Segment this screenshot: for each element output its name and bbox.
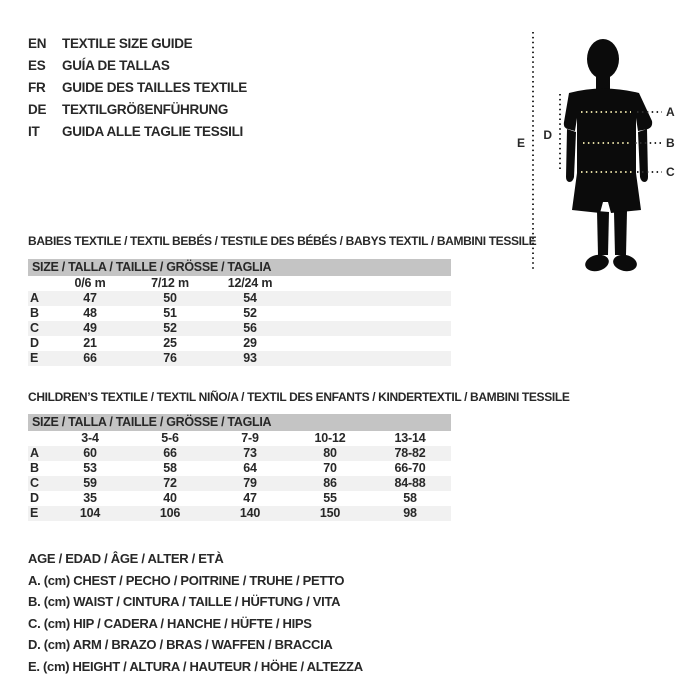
table-row [28, 446, 451, 461]
label-c: C [666, 165, 675, 179]
legend-line: AGE / EDAD / ÂGE / ALTER / ETÀ [28, 551, 224, 566]
table-cell: 66 [83, 351, 97, 365]
column-header-row [28, 431, 451, 446]
row-label-spacer [28, 431, 50, 446]
language-code: FR [28, 80, 46, 95]
row-label: C [30, 476, 39, 490]
language-row [28, 33, 247, 55]
language-row [28, 77, 247, 99]
legend-line: C. (cm) HIP / CADERA / HANCHE / HÜFTE / HIPS [28, 615, 312, 631]
table-cell: 98 [403, 506, 417, 520]
language-title: TEXTILGRÖßENFÜHRUNG [62, 102, 229, 117]
silhouette-shirt [564, 89, 652, 175]
label-e: E [516, 136, 525, 150]
table-cell: 66-70 [394, 461, 426, 475]
column-header: 13-14 [394, 431, 426, 445]
row-label: C [30, 321, 39, 335]
table-cell: 84-88 [394, 476, 426, 490]
row-label: E [30, 351, 39, 365]
table-cell: 53 [83, 461, 97, 475]
silhouette-right-arm [638, 129, 648, 182]
table-cell: 51 [163, 306, 177, 320]
language-code: ES [28, 58, 46, 73]
column-header: 12/24 m [227, 276, 273, 290]
column-header-row [28, 276, 451, 291]
table-row [28, 336, 451, 351]
table-row [28, 306, 451, 321]
table-cell: 150 [319, 506, 341, 520]
language-row [28, 55, 247, 77]
legend-line: D. (cm) ARM / BRAZO / BRAS / WAFFEN / BRACCIA [28, 637, 333, 652]
table-row [28, 461, 451, 476]
row-label: A [30, 291, 39, 305]
table-cell: 25 [163, 336, 177, 350]
column-header: 10-12 [314, 431, 346, 445]
label-b: B [666, 136, 675, 150]
table-cell: 50 [163, 291, 177, 305]
table-cell: 59 [83, 476, 97, 490]
babies-table [28, 259, 451, 366]
babies-section-title: BABIES TEXTILE / TEXTIL BEBÉS / TESTILE DES BÉBÉS / BABYS TEXTIL / BAMBINI TESSILE [28, 234, 537, 248]
silhouette-shorts [572, 173, 641, 213]
table-cell: 70 [323, 461, 337, 475]
label-d: D [543, 128, 552, 142]
row-label: A [30, 446, 39, 460]
silhouette-left-foot [583, 252, 610, 273]
table-cell: 40 [163, 491, 177, 505]
table-cell: 54 [243, 291, 257, 305]
table-row [28, 351, 451, 366]
legend-list [28, 548, 363, 677]
column-header: 5-6 [161, 431, 179, 445]
table-cell: 60 [83, 446, 97, 460]
table-cell: 73 [243, 446, 257, 460]
language-title: GUIDA ALLE TAGLIE TESSILI [62, 124, 243, 139]
table-cell: 58 [403, 491, 417, 505]
table-cell: 47 [243, 491, 257, 505]
silhouette-right-foot [612, 253, 639, 274]
language-row [28, 121, 247, 143]
table-cell: 52 [243, 306, 257, 320]
legend-line: A. (cm) CHEST / PECHO / POITRINE / TRUHE / PETTO [28, 572, 345, 588]
table-row [28, 321, 451, 336]
table-cell: 104 [79, 506, 101, 520]
row-label: B [30, 461, 39, 475]
children-table [28, 414, 451, 521]
language-code: EN [28, 36, 47, 51]
table-cell: 48 [83, 306, 97, 320]
table-cell: 47 [83, 291, 97, 305]
table-cell: 86 [323, 476, 337, 490]
legend-line: B. (cm) WAIST / CINTURA / TAILLE / HÜFTUNG / VITA [28, 594, 341, 609]
language-code: IT [28, 124, 40, 139]
row-label-spacer [28, 276, 50, 291]
table-cell: 55 [323, 491, 337, 505]
table-cell: 106 [159, 506, 181, 520]
row-label: D [30, 336, 39, 350]
row-label: E [30, 506, 39, 520]
legend-line: E. (cm) HEIGHT / ALTURA / HAUTEUR / HÖHE / ALTEZZA [28, 658, 363, 674]
language-title: TEXTILE SIZE GUIDE [62, 36, 193, 51]
label-a: A [666, 105, 675, 119]
table-cell: 52 [163, 321, 177, 335]
table-row [28, 491, 451, 506]
row-label: D [30, 491, 39, 505]
table-cell: 80 [323, 446, 337, 460]
column-header: 3-4 [81, 431, 99, 445]
table-cell: 72 [163, 476, 177, 490]
table-row [28, 476, 451, 491]
silhouette-left-leg [597, 211, 609, 255]
table-cell: 64 [243, 461, 257, 475]
table-cell: 76 [163, 351, 177, 365]
language-row [28, 99, 247, 121]
column-header: 7/12 m [151, 276, 189, 290]
table-cell: 66 [163, 446, 177, 460]
table-cell: 35 [83, 491, 97, 505]
table-row [28, 506, 451, 521]
table-cell: 58 [163, 461, 177, 475]
language-list [28, 33, 247, 143]
table-row [28, 291, 451, 306]
size-header-bar: SIZE / TALLA / TAILLE / GRÖSSE / TAGLIA [28, 259, 451, 276]
language-code: DE [28, 102, 47, 117]
row-label: B [30, 306, 39, 320]
table-cell: 49 [83, 321, 97, 335]
language-title: GUIDE DES TAILLES TEXTILE [62, 80, 248, 95]
silhouette-right-leg [614, 211, 627, 255]
table-cell: 140 [239, 506, 261, 520]
language-title: GUÍA DE TALLAS [62, 58, 170, 73]
table-cell: 56 [243, 321, 257, 335]
child-silhouette [564, 39, 652, 274]
table-cell: 29 [243, 336, 257, 350]
table-cell: 21 [83, 336, 97, 350]
column-header: 7-9 [241, 431, 259, 445]
table-cell: 93 [243, 351, 257, 365]
table-cell: 78-82 [394, 446, 426, 460]
table-cell: 79 [243, 476, 257, 490]
silhouette-left-arm [566, 129, 576, 182]
children-section-title: CHILDREN’S TEXTILE / TEXTIL NIÑO/A / TEXTIL DES ENFANTS / KINDERTEXTIL / BAMBINI TESSILE [28, 390, 570, 404]
column-header: 0/6 m [74, 276, 106, 290]
size-header-bar: SIZE / TALLA / TAILLE / GRÖSSE / TAGLIA [28, 414, 451, 431]
